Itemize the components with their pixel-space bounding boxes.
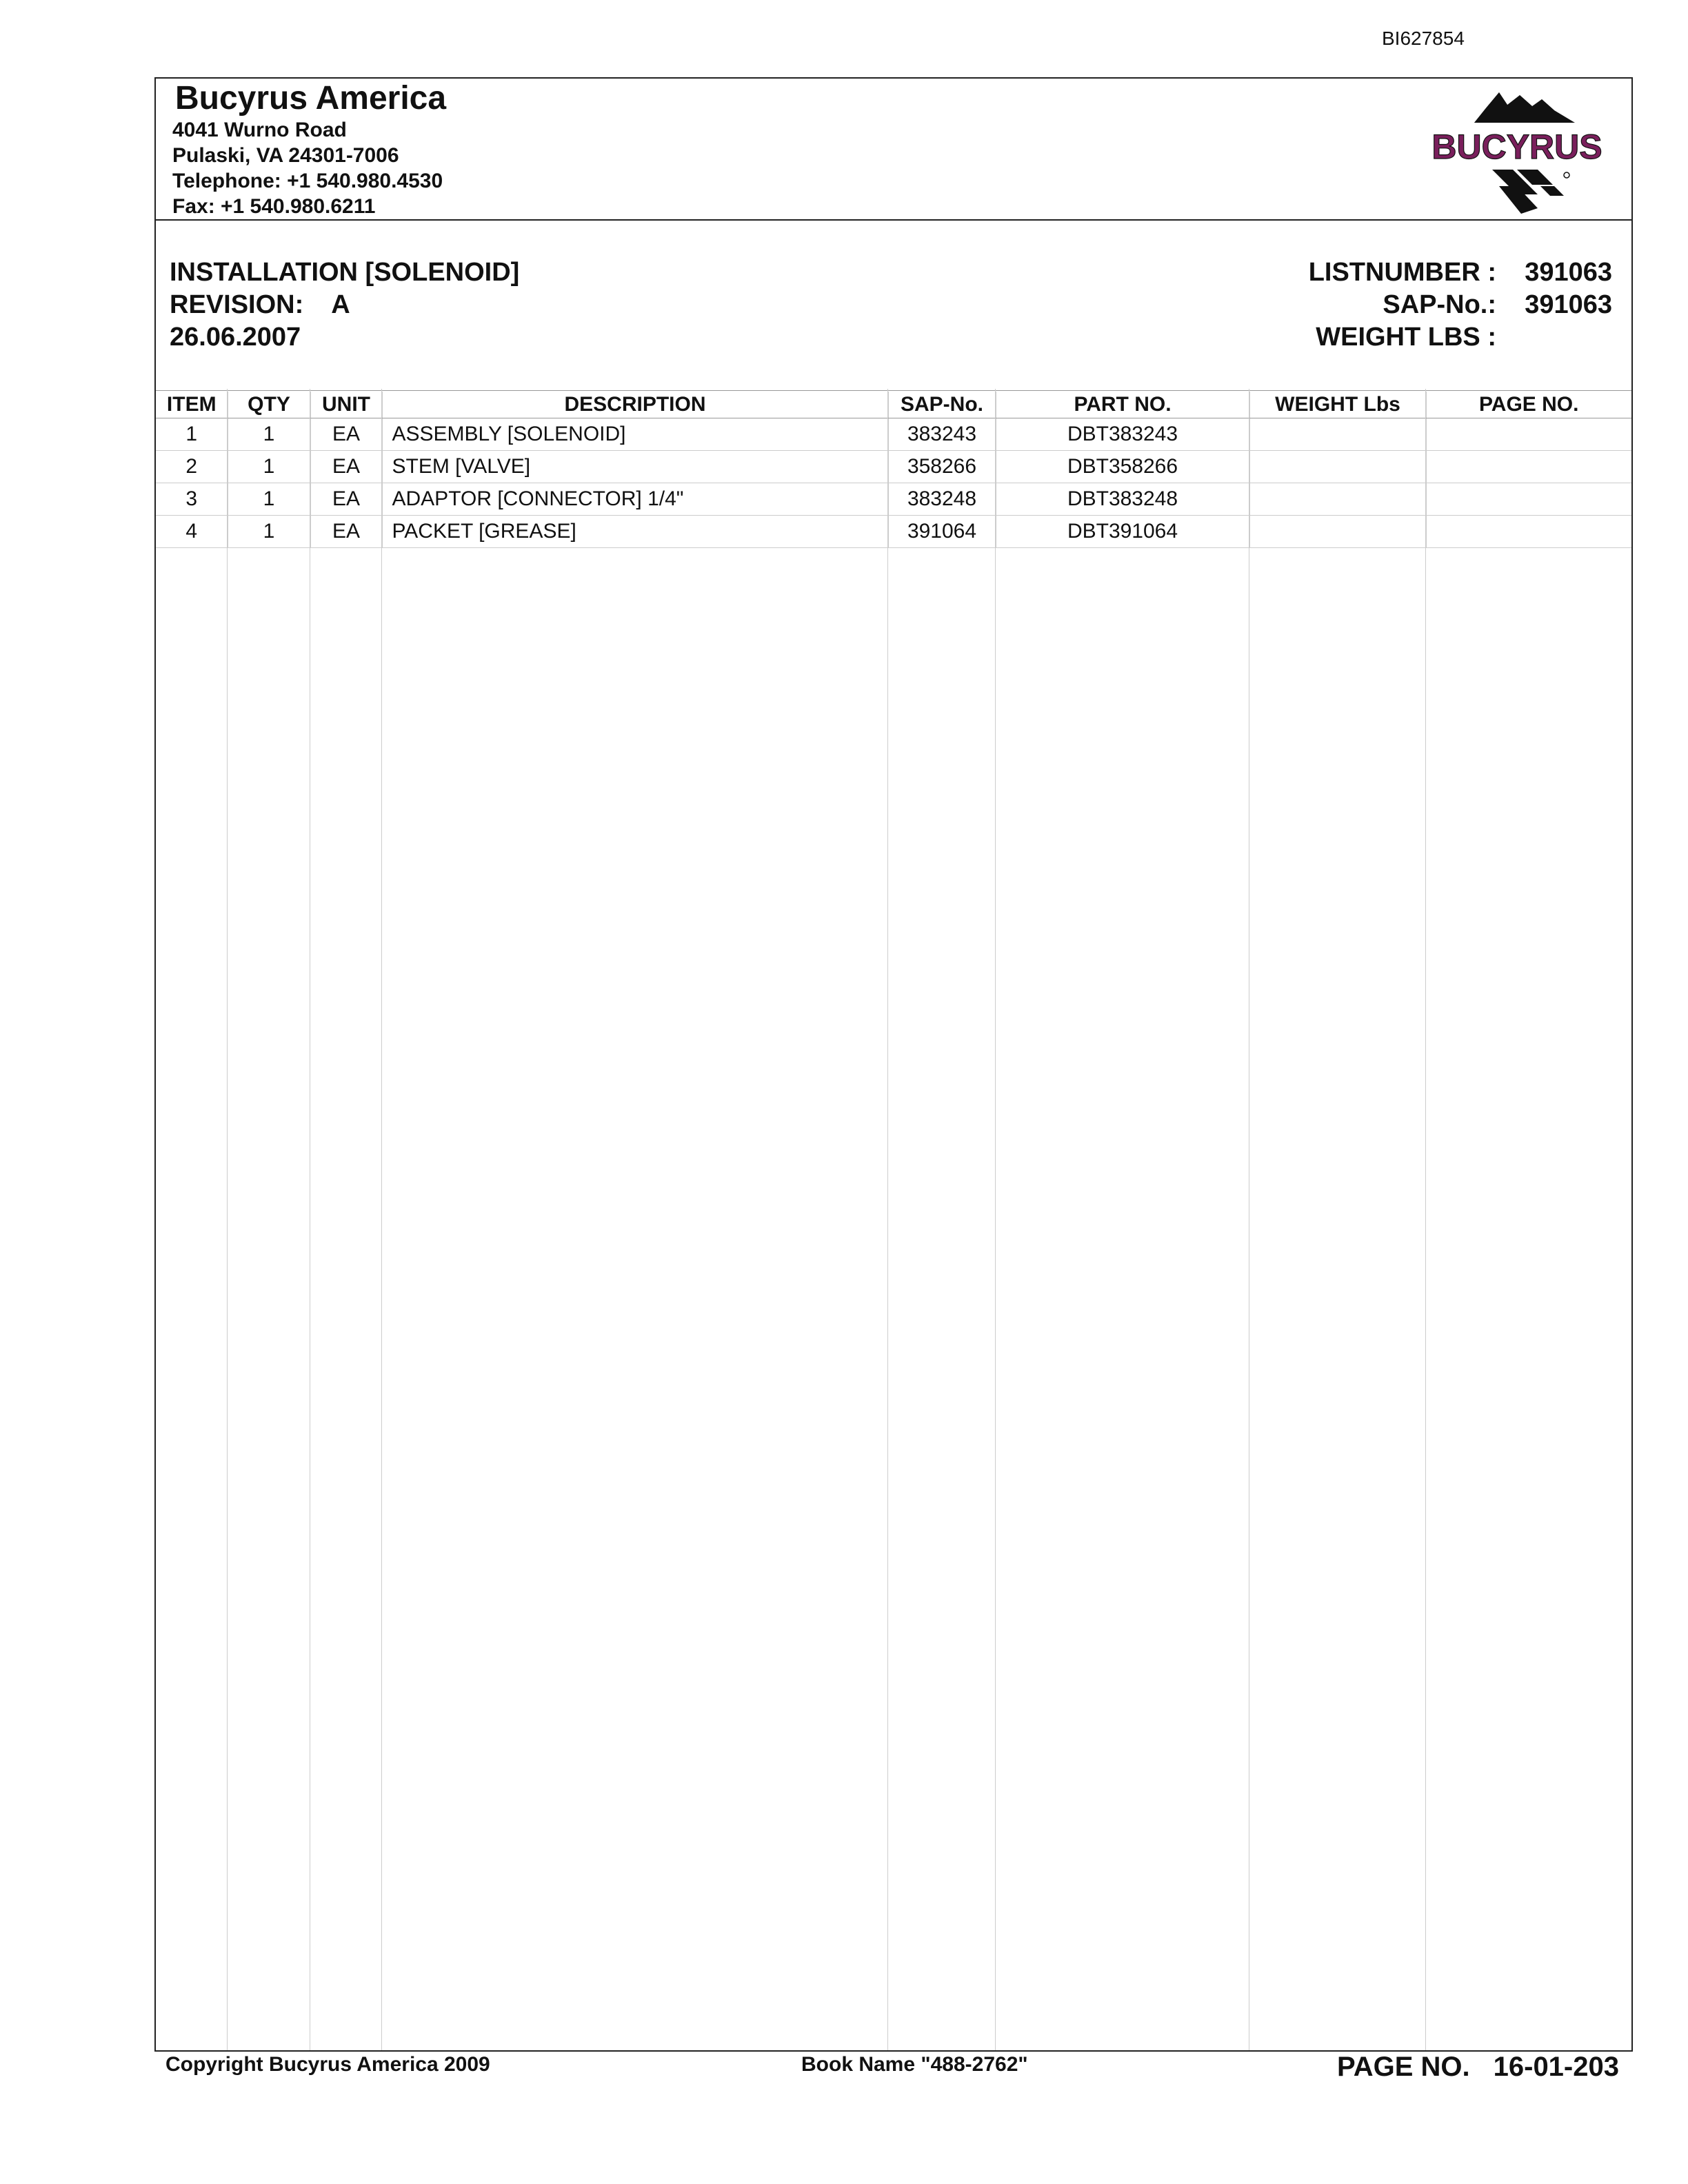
listnumber-label: LISTNUMBER :	[1308, 258, 1496, 287]
document-id: BI627854	[1382, 28, 1465, 49]
revision-line	[170, 289, 519, 321]
column-rule	[227, 389, 228, 2050]
weight-value	[1496, 321, 1612, 354]
header-unit: UNIT	[310, 392, 382, 418]
cell-qty: 1	[228, 451, 310, 483]
sap-label: SAP-No.:	[1383, 290, 1496, 319]
cell-sap-no: 358266	[888, 451, 996, 483]
sap-row	[1309, 289, 1612, 321]
cell-part-no: DBT391064	[996, 516, 1249, 548]
cell-weight	[1249, 418, 1426, 451]
cell-item: 2	[156, 451, 228, 483]
cell-page-no	[1426, 516, 1631, 548]
column-rule	[381, 389, 382, 2050]
header-sap-no: SAP-No.	[888, 392, 996, 418]
cell-sap-no: 383243	[888, 418, 996, 451]
cell-description: STEM [VALVE]	[382, 451, 888, 483]
telephone-line: Telephone: +1 540.980.4530	[172, 170, 443, 192]
cell-qty: 1	[228, 516, 310, 548]
header-weight: WEIGHT Lbs	[1249, 392, 1426, 418]
column-rule	[887, 389, 888, 2050]
table-header-row	[156, 392, 1631, 418]
cell-page-no	[1426, 483, 1631, 516]
cell-part-no: DBT383248	[996, 483, 1249, 516]
cell-unit: EA	[310, 451, 382, 483]
document-title: INSTALLATION [SOLENOID]	[170, 258, 520, 287]
revision-label: REVISION:	[170, 290, 304, 319]
header-description: DESCRIPTION	[382, 392, 888, 418]
weight-label: WEIGHT LBS :	[1316, 323, 1496, 352]
sap-value: 391063	[1525, 290, 1612, 319]
cell-part-no: DBT358266	[996, 451, 1249, 483]
column-rule	[1425, 389, 1426, 2050]
cell-unit: EA	[310, 483, 382, 516]
cell-weight	[1249, 516, 1426, 548]
listnumber-row	[1309, 256, 1612, 289]
address-line: Pulaski, VA 24301-7006	[172, 144, 399, 167]
page-label: PAGE NO.	[1337, 2052, 1470, 2082]
header-page-no: PAGE NO.	[1426, 392, 1631, 418]
cell-page-no	[1426, 451, 1631, 483]
header-part-no: PART NO.	[996, 392, 1249, 418]
header-item: ITEM	[156, 392, 228, 418]
book-name: Book Name "488-2762"	[801, 2053, 1028, 2076]
logo-text: BUCYRUS	[1431, 128, 1602, 166]
cell-item: 4	[156, 516, 228, 548]
list-info-block	[1309, 256, 1612, 354]
cell-sap-no: 391064	[888, 516, 996, 548]
cell-description: ASSEMBLY [SOLENOID]	[382, 418, 888, 451]
cell-sap-no: 383248	[888, 483, 996, 516]
bucyrus-logo	[1416, 90, 1618, 218]
cell-unit: EA	[310, 418, 382, 451]
cell-qty: 1	[228, 483, 310, 516]
fax-line: Fax: +1 540.980.6211	[172, 195, 376, 218]
table-row	[156, 483, 1631, 516]
header-qty: QTY	[228, 392, 310, 418]
title-block	[170, 256, 519, 354]
cell-unit: EA	[310, 516, 382, 548]
company-block	[172, 79, 446, 219]
revision-value: A	[331, 290, 350, 319]
cell-item: 3	[156, 483, 228, 516]
table-top-rule	[156, 390, 1631, 391]
company-name: Bucyrus America	[175, 80, 447, 117]
address-line: 4041 Wurno Road	[172, 119, 347, 141]
cell-description: PACKET [GREASE]	[382, 516, 888, 548]
table-row	[156, 451, 1631, 483]
weight-row	[1309, 321, 1612, 354]
page-value: 16-01-203	[1493, 2052, 1619, 2082]
page-number	[1337, 2052, 1619, 2083]
cell-item: 1	[156, 418, 228, 451]
cell-description: ADAPTOR [CONNECTOR] 1/4"	[382, 483, 888, 516]
column-rule	[995, 389, 996, 2050]
document-frame	[154, 77, 1633, 2052]
cell-weight	[1249, 483, 1426, 516]
cell-part-no: DBT383243	[996, 418, 1249, 451]
header-divider	[156, 219, 1631, 221]
copyright-text: Copyright Bucyrus America 2009	[165, 2053, 490, 2076]
parts-table	[156, 392, 1631, 548]
document-date: 26.06.2007	[170, 323, 301, 352]
table-row	[156, 418, 1631, 451]
listnumber-value: 391063	[1525, 258, 1612, 287]
cell-page-no	[1426, 418, 1631, 451]
cell-qty: 1	[228, 418, 310, 451]
cell-weight	[1249, 451, 1426, 483]
table-row	[156, 516, 1631, 548]
